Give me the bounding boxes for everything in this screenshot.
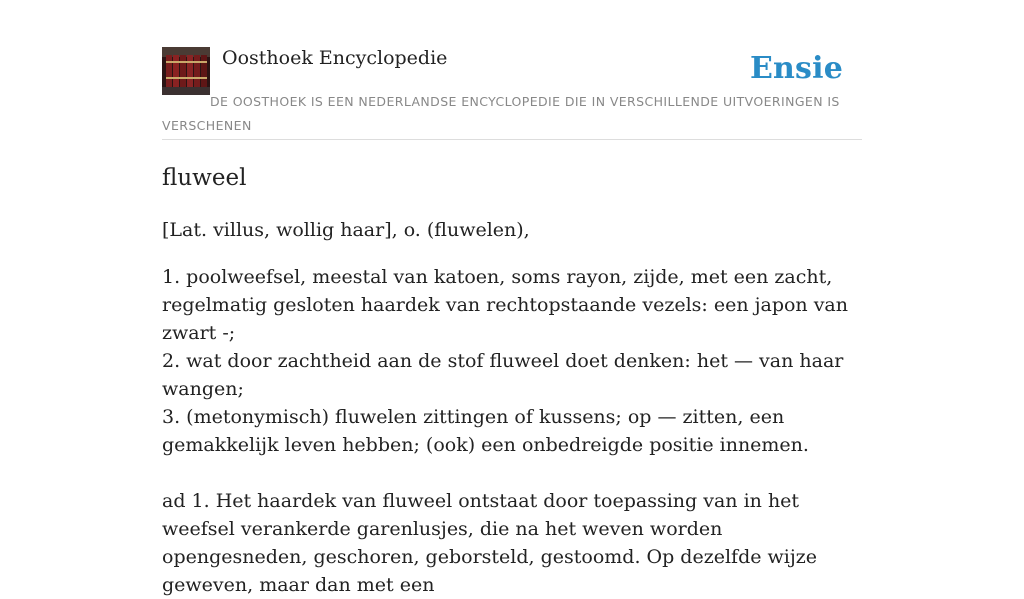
article-content — [162, 160, 862, 599]
site-name[interactable]: Oosthoek Encyclopedie — [222, 47, 448, 69]
article-note: ad 1. Het haardek van fluweel ontstaat door toepassing van in het weefsel verankerde garenlusjes, die na het weven worden opengesneden, geschoren, geborsteld, gestoomd. Op dezelfde wijze geweven, maar dan met een — [162, 490, 818, 596]
site-tagline: DE OOSTHOEK IS EEN NEDERLANDSE ENCYCLOPEDIE DIE IN VERSCHILLENDE UITVOERINGEN IS VERSCHENEN — [162, 94, 840, 133]
site-header — [162, 46, 862, 140]
encyclopedia-books-icon[interactable] — [162, 47, 210, 95]
definition-list — [162, 263, 862, 459]
ensie-logo[interactable]: Ensie — [749, 51, 843, 86]
definition-item: 3. (metonymisch) fluwelen zittingen of kussens; op — zitten, een gemakkelijk leven hebben; (ook) een onbedreigde positie innemen. — [162, 406, 809, 456]
article-title: fluweel — [162, 165, 247, 191]
definition-item: 2. wat door zachtheid aan de stof fluweel doet denken: het — van haar wangen; — [162, 350, 844, 400]
definition-item: 1. poolweefsel, meestal van katoen, soms rayon, zijde, met een zacht, regelmatig gesloten haardek van rechtopstaande vezels: een japon van zwart -; — [162, 266, 848, 344]
article-etymology: [Lat. villus, wollig haar], o. (fluwelen), — [162, 219, 530, 241]
